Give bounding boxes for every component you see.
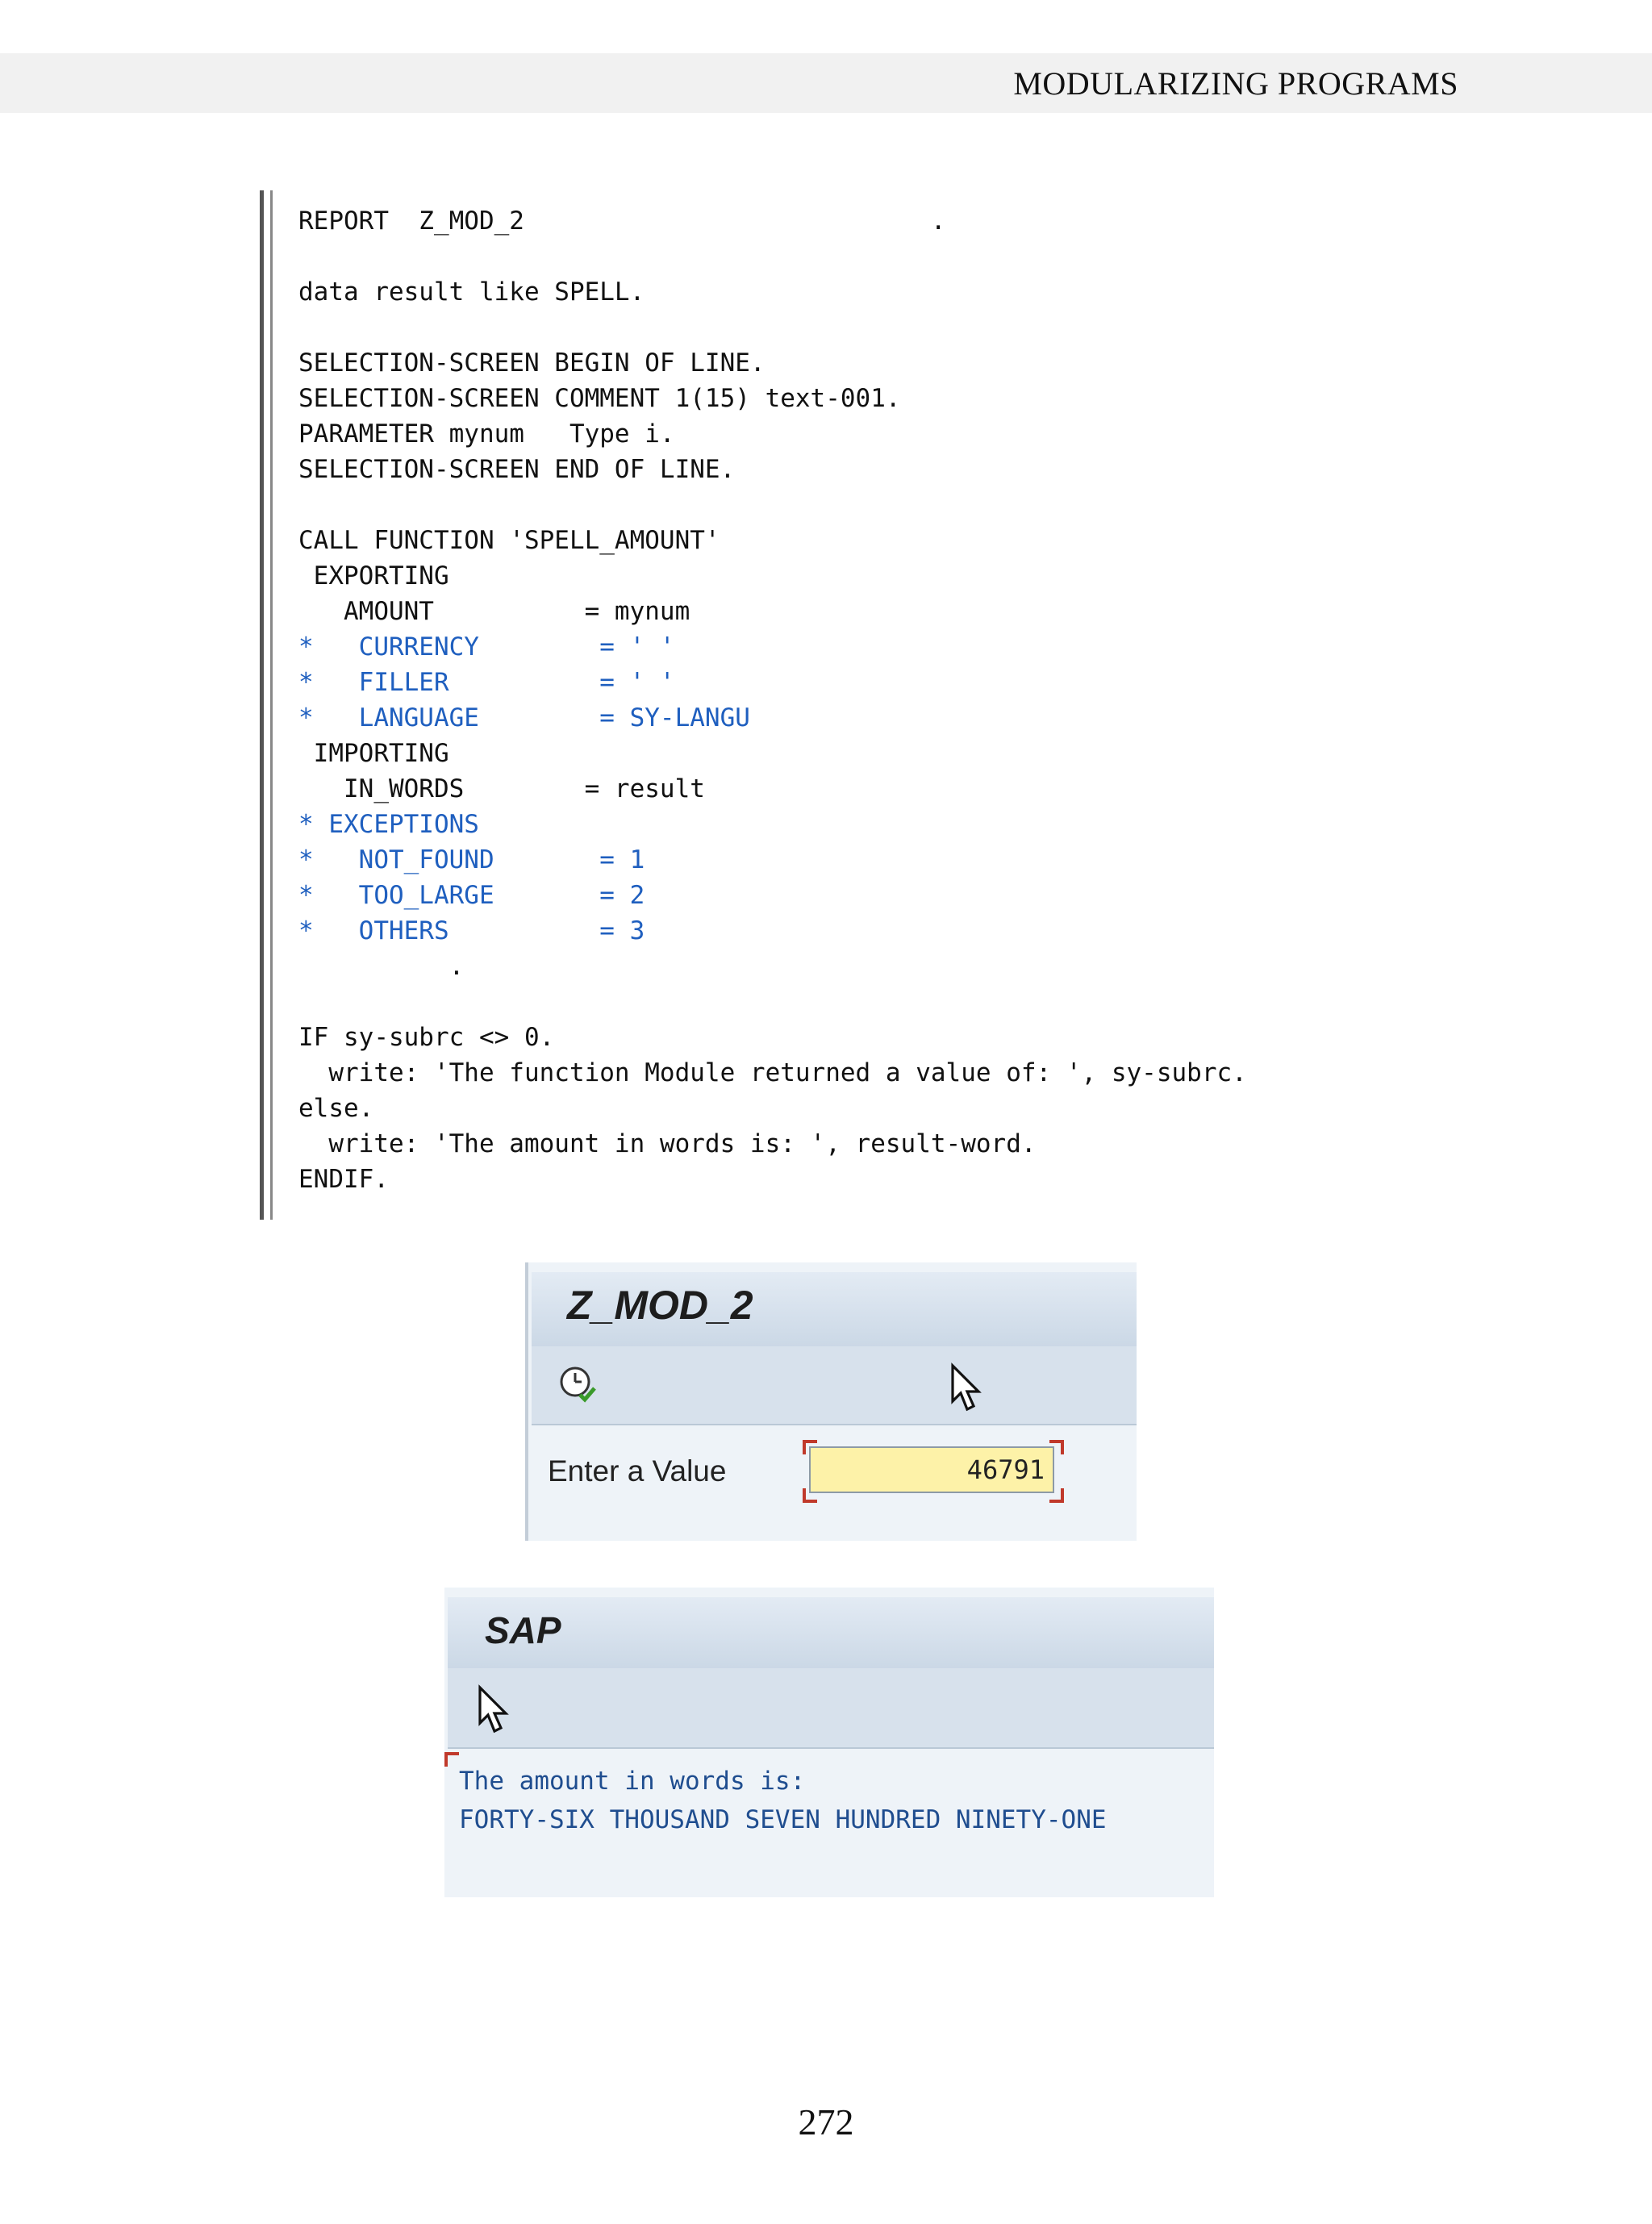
selection-screen-window (525, 1262, 1137, 1541)
output-line: FORTY-SIX THOUSAND SEVEN HUNDRED NINETY-ONE (459, 1805, 1107, 1834)
code-line (298, 984, 1247, 1020)
code-line: * LANGUAGE = SY-LANGU (298, 703, 750, 732)
code-lines (298, 203, 1247, 1197)
window-title-bar (532, 1272, 1137, 1347)
code-line: * EXCEPTIONS (298, 810, 479, 839)
window-title-bar (448, 1597, 1214, 1669)
execute-clock-icon[interactable] (557, 1364, 598, 1404)
code-line: EXPORTING (298, 561, 449, 590)
output-list (448, 1749, 1214, 1897)
chapter-title: MODULARIZING PROGRAMS (1013, 65, 1458, 102)
code-line: * CURRENCY = ' ' (298, 632, 675, 661)
application-toolbar (448, 1668, 1214, 1749)
code-line: * FILLER = ' ' (298, 668, 675, 697)
code-line: REPORT Z_MOD_2 . (298, 207, 946, 236)
code-line (298, 239, 1247, 274)
output-screen-window (444, 1588, 1214, 1897)
code-gutter-bar (260, 190, 264, 1220)
page-number: 272 (798, 2101, 854, 2143)
code-line: SELECTION-SCREEN COMMENT 1(15) text-001. (298, 384, 901, 413)
code-line: IF sy-subrc <> 0. (298, 1023, 555, 1052)
code-line: . (298, 952, 465, 981)
focus-corner (803, 1488, 817, 1503)
focus-corner (1049, 1440, 1064, 1454)
output-line: The amount in words is: (459, 1767, 806, 1796)
code-line (298, 487, 1247, 523)
focus-corner (1049, 1488, 1064, 1503)
selection-screen-body (532, 1425, 1137, 1541)
value-input[interactable]: 46791 (809, 1446, 1054, 1493)
code-line (298, 310, 1247, 345)
code-line: ENDIF. (298, 1165, 389, 1194)
code-line: * NOT_FOUND = 1 (298, 845, 645, 874)
code-line: write: 'The function Module returned a value of: ', sy-subrc. (298, 1058, 1247, 1087)
window-title: Z_MOD_2 (567, 1283, 753, 1328)
code-line: IN_WORDS = result (298, 774, 705, 803)
code-line: AMOUNT = mynum (298, 597, 690, 626)
code-line: CALL FUNCTION 'SPELL_AMOUNT' (298, 526, 720, 555)
code-gutter-bar (270, 190, 273, 1220)
mouse-pointer-icon (477, 1684, 512, 1736)
focus-corner (444, 1752, 459, 1767)
application-toolbar (532, 1346, 1137, 1425)
running-header (0, 53, 1652, 113)
code-line: else. (298, 1094, 374, 1123)
mouse-pointer-icon (949, 1362, 985, 1414)
code-line: PARAMETER mynum Type i. (298, 419, 675, 449)
code-line: write: 'The amount in words is: ', result-word. (298, 1129, 1037, 1158)
code-line: IMPORTING (298, 739, 449, 768)
window-title: SAP (485, 1609, 561, 1651)
value-label: Enter a Value (548, 1454, 727, 1488)
code-line: * OTHERS = 3 (298, 916, 645, 945)
code-line: SELECTION-SCREEN END OF LINE. (298, 455, 736, 484)
code-line: SELECTION-SCREEN BEGIN OF LINE. (298, 348, 766, 378)
code-line: data result like SPELL. (298, 277, 645, 307)
code-line: * TOO_LARGE = 2 (298, 881, 645, 910)
focus-corner (803, 1440, 817, 1454)
